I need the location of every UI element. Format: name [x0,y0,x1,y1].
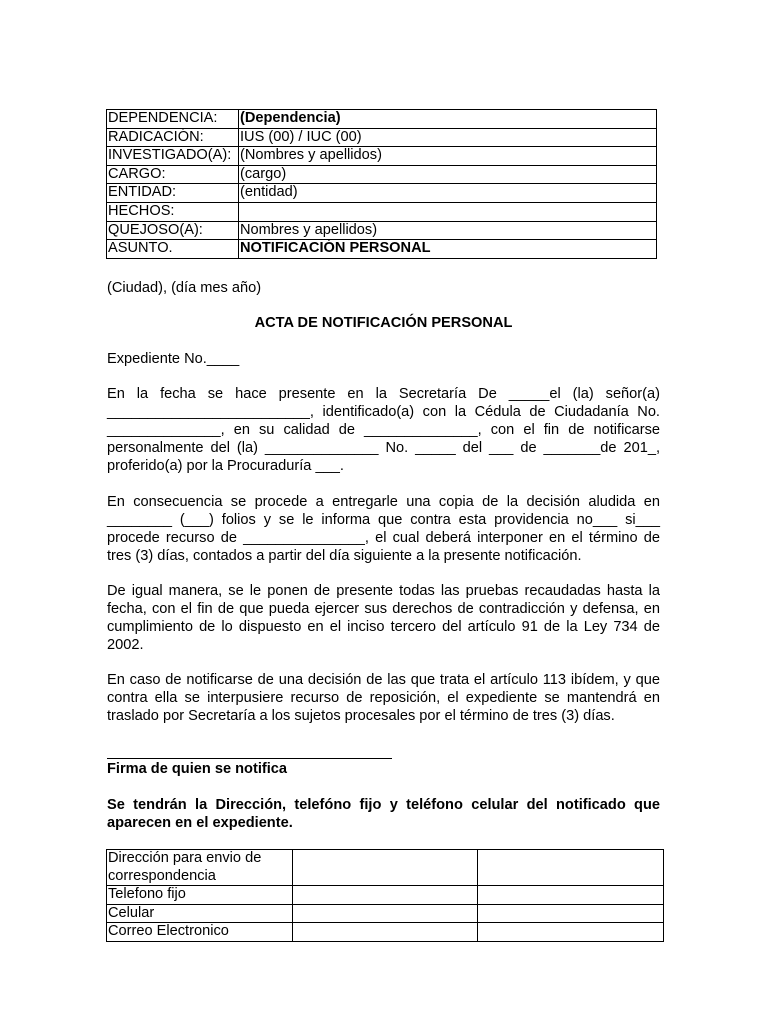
case-info-value [239,202,657,221]
contact-empty-cell [478,904,664,923]
case-info-value: (cargo) [239,165,657,184]
case-info-value: (Dependencia) [239,110,657,129]
contact-label: Celular [107,904,293,923]
contact-label: Correo Electronico [107,923,293,942]
table-row [107,110,657,129]
case-info-value: NOTIFICACIÓN PERSONAL [239,240,657,259]
table-row [107,202,657,221]
case-info-label: ENTIDAD: [107,184,239,203]
table-row [107,850,664,886]
contact-info-table [106,849,664,942]
contact-label: Telefono fijo [107,886,293,905]
case-info-label: INVESTIGADO(A): [107,147,239,166]
case-info-value: (Nombres y apellidos) [239,147,657,166]
contact-empty-cell [478,923,664,942]
case-info-value: IUS (00) / IUC (00) [239,128,657,147]
expediente-line: Expediente No.____ [107,351,240,367]
case-info-table [106,109,657,259]
paragraph-appeal: En caso de notificarse de una decisión de las que trata el artículo 113 ibídem, y que contra ella se interpusiere recurso de reposición, el expediente se mantendrá en traslado por Secretaría a los sujetos procesales por el término de tres (3) días. [107,672,660,724]
table-row [107,221,657,240]
table-row [107,923,664,942]
contact-empty-cell [293,923,478,942]
contact-label: Dirección para envio de correspondencia [107,850,293,886]
table-row [107,240,657,259]
paragraph-consequence: En consecuencia se procede a entregarle una copia de la decisión aludida en ________ (___) folios y se le informa que contra esta providencia no___ si___ procede recurso de _______________, el cual deberá interponer en el término de tres (3) días, contados a partir del día siguiente a la presente notificación. [107,494,660,564]
signature-label: Firma de quien se notifica [107,761,288,777]
signature-line [107,758,392,759]
contact-empty-cell [478,886,664,905]
case-info-label: DEPENDENCIA: [107,110,239,129]
contact-empty-cell [293,850,478,886]
paragraph-evidence: De igual manera, se le ponen de presente todas las pruebas recaudadas hasta la fecha, con el fin de que pueda ejercer sus derechos de contradicción y defensa, en cumplimiento de lo dispuesto en el inciso tercero del artículo 91 de la Ley 734 de 2002. [107,583,660,653]
contact-empty-cell [478,850,664,886]
case-info-label: QUEJOSO(A): [107,221,239,240]
case-info-label: HECHOS: [107,202,239,221]
contact-empty-cell [293,904,478,923]
table-row [107,184,657,203]
document-title: ACTA DE NOTIFICACIÓN PERSONAL [254,315,513,331]
case-info-label: RADICACIÓN: [107,128,239,147]
table-row [107,128,657,147]
contact-empty-cell [293,886,478,905]
table-row [107,147,657,166]
contact-note: Se tendrán la Dirección, telefóno fijo y teléfono celular del notificado que aparecen en el expediente. [107,797,660,831]
table-row [107,904,664,923]
case-info-value: (entidad) [239,184,657,203]
table-row [107,886,664,905]
table-row [107,165,657,184]
place-date: (Ciudad), (día mes año) [107,280,262,296]
case-info-value: Nombres y apellidos) [239,221,657,240]
case-info-label: CARGO: [107,165,239,184]
case-info-label: ASUNTO. [107,240,239,259]
paragraph-presence: En la fecha se hace presente en la Secretaría De _____el (la) señor(a) _________________________, identificado(a) con la Cédula de Ciudadanía No. ______________, en su calidad de ______________, con el fin de notificarse personalmente del (la) ______________ No. _____ del ___ de _______de 201_, proferido(a) por la Procuraduría ___. [107,386,660,474]
